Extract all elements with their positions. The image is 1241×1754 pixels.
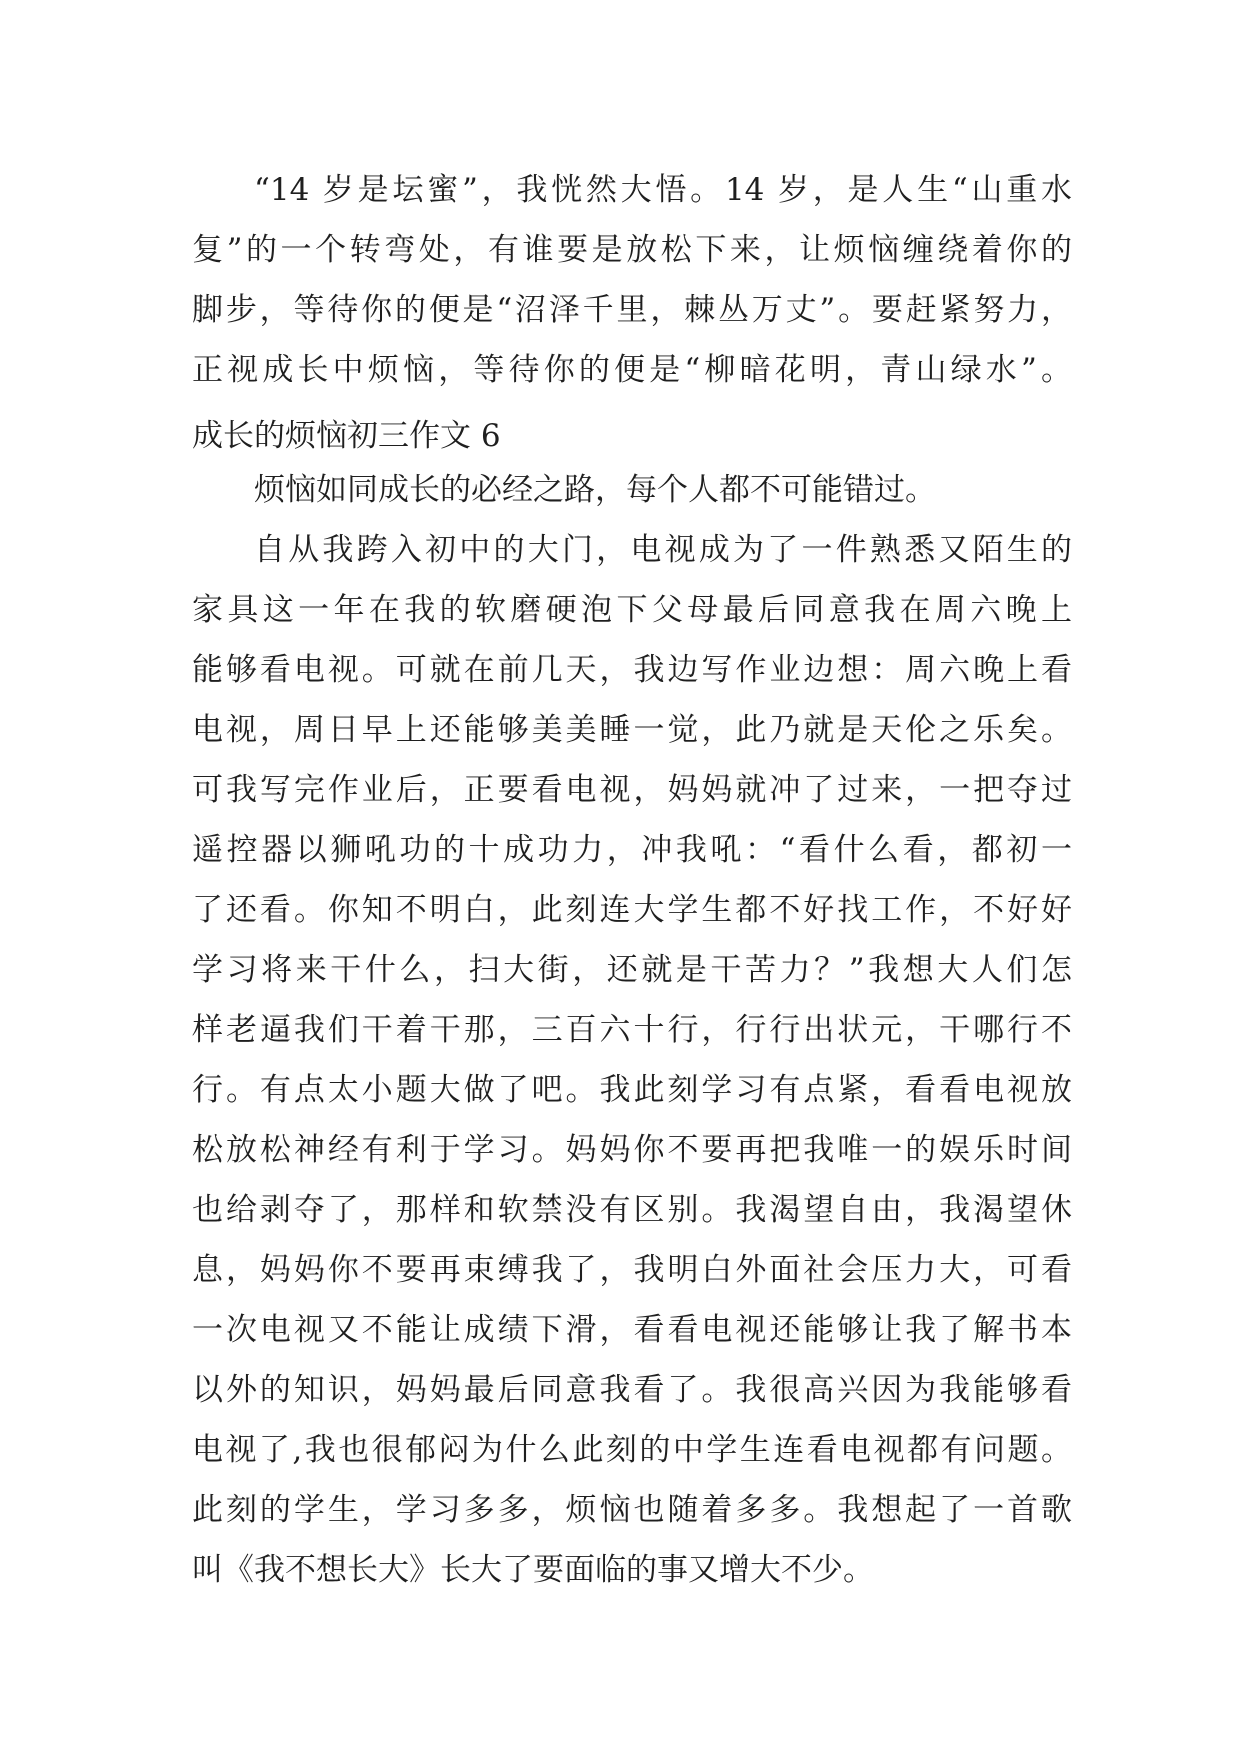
essay-body — [192, 160, 1072, 1600]
paragraph-line: 能够看电视。可就在前几天，我边写作业边想：周六晚上看 — [192, 652, 1072, 688]
paragraph-line: 复”的一个转弯处，有谁要是放松下来，让烦恼缠绕着你的 — [192, 232, 1072, 268]
paragraph-line: 一次电视又不能让成绩下滑，看看电视还能够让我了解书本 — [192, 1312, 1072, 1348]
paragraph-line: 以外的知识，妈妈最后同意我看了。我很高兴因为我能够看 — [192, 1372, 1072, 1408]
paragraph-line: 了还看。你知不明白，此刻连大学生都不好找工作，不好好 — [192, 892, 1072, 928]
paragraph-line: 此刻的学生，学习多多，烦恼也随着多多。我想起了一首歌 — [192, 1492, 1072, 1528]
paragraph-line: 家具这一年在我的软磨硬泡下父母最后同意我在周六晚上 — [192, 592, 1072, 628]
paragraph-line: 学习将来干什么，扫大街，还就是干苦力？”我想大人们怎 — [192, 952, 1072, 988]
paragraph-line: 息，妈妈你不要再束缚我了，我明白外面社会压力大，可看 — [192, 1252, 1072, 1288]
essay-heading: 成长的烦恼初三作文 6 — [192, 418, 501, 454]
paragraph-line: 自从我跨入初中的大门，电视成为了一件熟悉又陌生的 — [254, 532, 1072, 568]
paragraph-line: 电视，周日早上还能够美美睡一觉，此乃就是天伦之乐矣。 — [192, 712, 1072, 748]
paragraph-line: 松放松神经有利于学习。妈妈你不要再把我唯一的娱乐时间 — [192, 1132, 1072, 1168]
paragraph-line: 电视了,我也很郁闷为什么此刻的中学生连看电视都有问题。 — [192, 1432, 1072, 1468]
paragraph-line: 正视成长中烦恼，等待你的便是“柳暗花明，青山绿水”。 — [192, 352, 1072, 388]
paragraph-line: 可我写完作业后，正要看电视，妈妈就冲了过来，一把夺过 — [192, 772, 1072, 808]
paragraph-line: 烦恼如同成长的必经之路，每个人都不可能错过。 — [254, 472, 936, 508]
paragraph-line: 行。有点太小题大做了吧。我此刻学习有点紧，看看电视放 — [192, 1072, 1072, 1108]
paragraph-line: 脚步，等待你的便是“沼泽千里，棘丛万丈”。要赶紧努力， — [192, 292, 1072, 328]
paragraph-line: “14 岁是坛蜜”，我恍然大悟。14 岁，是人生“山重水 — [254, 172, 1072, 208]
paragraph-line: 叫《我不想长大》长大了要面临的事又增大不少。 — [192, 1552, 874, 1588]
paragraph-line: 遥控器以狮吼功的十成功力，冲我吼：“看什么看，都初一 — [192, 832, 1072, 868]
paragraph-line: 也给剥夺了，那样和软禁没有区别。我渴望自由，我渴望休 — [192, 1192, 1072, 1228]
paragraph-line: 样老逼我们干着干那，三百六十行，行行出状元，干哪行不 — [192, 1012, 1072, 1048]
